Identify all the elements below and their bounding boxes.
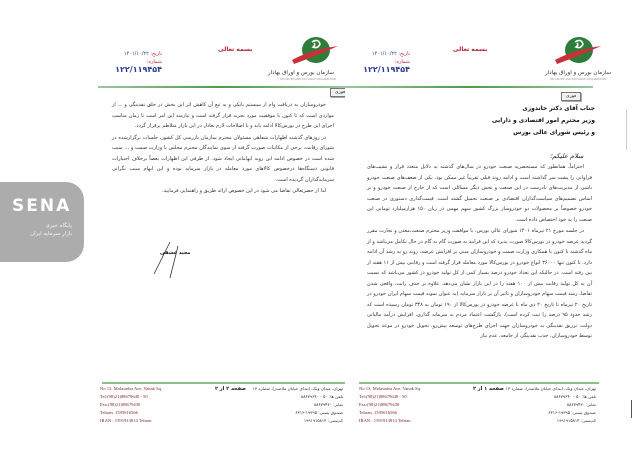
footer-rule xyxy=(102,382,345,384)
paragraph: در روزهای گذشته اظهارات شفاهی مسئولان محترم سازمان بازرسی کل کشور، جلسات برگزارشده در شورای رقابت، برخی از مکاتبات صورت گرفته از سوی نمایندگان محترم مجلس با وزارت صمت و ... سبب شده است در خصوص ادامه این روند ابهاماتی ایجاد شود. از طرفی این اظهارات بعضاً برخلاف اختیارات قانونی دستگاه‌ها درخصوص کالاهای مورد معامله در بازار سرمایه بوده و این ابهام سبب نگرانی سرمایه‌گذاران گردیده است. xyxy=(112,134,334,183)
sena-watermark xyxy=(0,182,84,262)
page-number: صفحه ۲ از ۲ xyxy=(215,386,247,392)
letter-body xyxy=(112,100,334,198)
letter-page-1 xyxy=(345,0,636,449)
paragraph: در جلسه مورخ ۲۱ تیرماه ۱۴۰۱ شورای عالی بورس، با موافقت وزیر محترم صنعت،معدن و تجارت مقرر گردید عرضه خودرو در بورس‌کالا صورت پذیرد که این فرایند به صورت گام به گام در حال تکامل می‌باشد و از ماه گذشته تا کنون با همکاری وزارت صمت و خودروسازان مبنی بر افزایش عرضه، روند رو به رشد آن ادامه دارد. تا کنون تنها ۳۶۰۰۰ انواع خودرو در بورس‌کالا مورد معامله قرار گرفته است و رقابتی بیش از ۱۱ هفته از بین رفته است. در حالیکه این تعداد خودرو درصد بسیار کمی از کل تولید خودرو در کشور می‌باشد که نسبت آن به کل تولید رقابت بیش از ۱۰۰ هفته را در این بازار نشان می‌دهد. علاوه بر حذف رانت، واقعی شدن تقاضا، رشد قیمت سهام خودروسازان و تاثیر آن بر بازار سرمایه (به عنوان نمونه قیمت سهام ایران خودرو در تاریخ ۲۰ تیرماه تا تاریخ ۲۰ دی ماه با عرضه خودرو در بورس‌کالا از ۱۹۰ تومان به ۳۴۸ تومان رسیده است که رشد حدود ۹۵ درصد را ثبت کرده است)، بازگشت اعتماد مردم به سرمایه گذاری، افزایش درآمد مالیاتی دولت، تزریق نقدینگی به خودروسازان جهت اجرای طرح‌های توسعه پیش‌رو، تحویل خودرو در موعد تحویل توسط خودروسازان، جذب نقدینگی از جامعه، عدم نیاز xyxy=(367,228,593,339)
number-label: شماره: xyxy=(394,59,410,65)
footer-fa-line: کدپستی: ۱۹۹۱۹۱۵۸۱۴ xyxy=(303,418,343,423)
footer-en-line: Fax:(98)21)88679430 xyxy=(100,402,141,407)
date-value: ۱۴۰۱/۱۰/۲۲ xyxy=(371,51,397,57)
addressee-line: و رئیس شورای عالی بورس xyxy=(513,129,595,136)
number-label: شماره: xyxy=(146,59,162,65)
org-name-en: SECURITIES AND EXCHANGE ORGANIZATION xyxy=(280,78,336,81)
footer-en-line: Tehran, 1595616566 xyxy=(359,410,397,415)
footer-address-en xyxy=(359,385,421,425)
footer-address-fa xyxy=(486,385,596,425)
footer-fa-line: نمابر: ۸۸۶۷۹۴۳۰ xyxy=(313,402,343,407)
footer-fa-line: تهران، میدان ونک، ابتدای خیابان ملاصدرا، شماره ۱۳ xyxy=(252,386,343,391)
addressee-line: جناب آقای دکتر خاندوزی xyxy=(522,105,595,112)
number-value: ۱۲۲/۱۱۹۴۵۴ xyxy=(115,65,162,74)
header-rule xyxy=(98,86,345,88)
page-number: صفحه ۱ از ۲ xyxy=(473,386,505,392)
footer-fa-line: نمابر: ۸۸۶۷۹۴۳۰ xyxy=(566,402,596,407)
sena-brand-text: SENA xyxy=(12,196,72,216)
footer-en-line: Tel:(98)21)88679640 - 50 xyxy=(359,394,407,399)
footer-fa-line: کدپستی: ۱۹۹۱۹۱۵۸۱۴ xyxy=(556,418,596,423)
paragraph: احتراماً، همانطور که مستحضرید صنعت خودرو در سال‌های گذشته به دلایل متعدد فراز و نشیب‌های فراوانی را پشت سر گذاشته است و ادامه روند قبلی تقریباً غیر ممکن بود. یکی از ضعف‌های صنعت خودرو ناشی از مدیریت‌های نادرست در این صنعت و بخش دیگر مسائلی است که از خارج از صنعت خودرو و بر اساس تصمیم‌های سیاست‌گذاران اقتصادی بر صنعت تحمیل گشته است. قیمت‌گذاری دستوری در صنعت خودرو خصوصاً بر محصولات دو خودروساز بزرگ کشور سهم مهمی در زیان ۱۵۰ هزارمیلیارد تومانی این صنعت را به خود اختصاص داده است. xyxy=(367,164,592,223)
sena-logo xyxy=(12,196,71,216)
scan-edge-mark xyxy=(631,400,632,418)
urgent-stamp: فوری xyxy=(561,92,581,101)
addressee-line: وزیر محترم امور اقتصادی و دارایی xyxy=(491,117,595,124)
invocation-text: بسمه تعالی xyxy=(453,46,488,53)
footer-en-line: Fax:(98)21)88679430 xyxy=(359,402,400,407)
org-name: سازمان بورس و اوراق بهادار xyxy=(268,70,335,76)
org-logo xyxy=(290,30,340,72)
org-name-en: SECURITIES AND EXCHANGE ORGANIZATION xyxy=(550,78,606,81)
footer-address-fa xyxy=(253,385,343,425)
org-logo xyxy=(553,30,603,72)
sena-subtitle xyxy=(10,222,72,238)
sena-subtitle-line: بازار سرمایه ایران xyxy=(30,231,72,237)
footer-en-line: No 13, Molasadra Ave, Vanak Sq. xyxy=(100,386,163,391)
signature-scribble xyxy=(148,240,188,280)
signatory-name: مجید عشقی xyxy=(160,250,191,256)
paragraph: لذا از حضرتعالی تقاضا می شود در این خصوص ارائه طریق و راهنمایی فرمایید. xyxy=(162,188,326,194)
letter-body xyxy=(367,162,592,343)
org-name: سازمان بورس و اوراق بهادار xyxy=(545,70,612,76)
letter-meta xyxy=(102,50,162,75)
footer-en-line: Tel:(98)21)88679640 - 50 xyxy=(100,394,148,399)
date-value: ۱۴۰۱/۱۰/۲۲ xyxy=(123,51,149,57)
number-value: ۱۲۲/۱۱۹۴۵۴ xyxy=(363,65,410,74)
footer-rule xyxy=(359,382,599,384)
footer-fa-line: صندوق پستی: ۱۹۳۹۵-۶۳۱۶ xyxy=(295,410,343,415)
letter-meta xyxy=(350,50,410,75)
invocation-text: بسمه تعالی xyxy=(218,46,253,53)
salutation: سلام علیکم؛ xyxy=(550,152,584,160)
header-rule xyxy=(345,86,593,88)
footer-address-en xyxy=(100,385,162,425)
paragraph: خودروسازان به دریافت وام از سیستم بانکی و به تبع آن کاهش اثر این بخش در خلق نقدینگی و ... از مواردی است که تا کنون با موفقیت مورد تجربه قرار گرفته است و نیازمند این امر است تا زمان مناسب اجرای این طرح در بورس‌کالا ادامه یابد و با اصلاحات لازم تعادل در این بازار متلاطم برقرار گردد. xyxy=(112,102,334,129)
footer-en-line: IRAN : 1591913814 Tehran xyxy=(359,418,411,423)
footer-en-line: Tehran, 1595616566 xyxy=(100,410,138,415)
footer-fa-line: تلفن ها: ۵۰ - ۸۸۶۷۹۶۴۰ xyxy=(300,394,343,399)
addressee-block xyxy=(445,103,595,139)
footer-fa-line: تلفن ها: ۵۰ - ۸۸۶۷۹۶۴۰ xyxy=(553,394,596,399)
footer-en-line: No 13, Molasadra Ave, Vanak Sq. xyxy=(359,386,422,391)
footer-en-line: IRAN : 1591913814 Tehran xyxy=(100,418,152,423)
scan-edge-mark xyxy=(626,110,627,150)
date-label: تاریخ: xyxy=(150,51,162,57)
sena-subtitle-line: پایگاه خبری xyxy=(45,223,72,229)
date-label: تاریخ: xyxy=(398,51,410,57)
footer-fa-line: صندوق پستی: ۱۹۳۹۵-۶۳۱۶ xyxy=(548,410,596,415)
footer-fa-line: تهران، میدان ونک، ابتدای خیابان ملاصدرا، شماره ۱۳ xyxy=(505,386,596,391)
urgent-stamp: فوری xyxy=(330,88,350,97)
